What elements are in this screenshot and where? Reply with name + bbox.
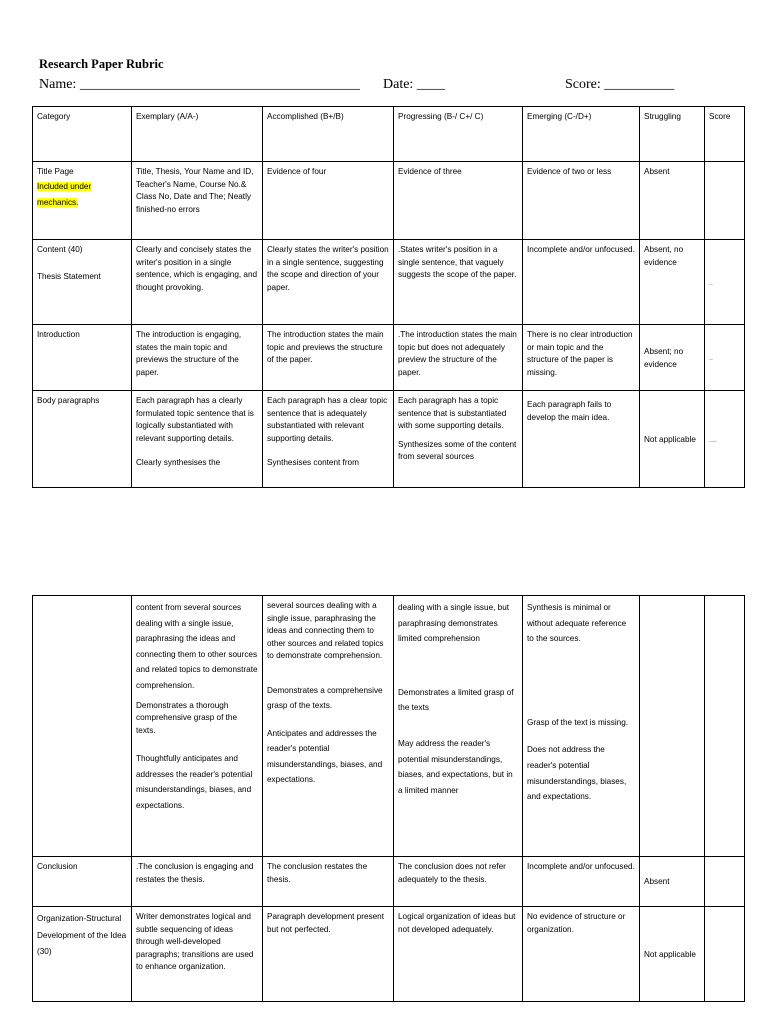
category-content: [33, 240, 132, 325]
column-header-struggling: Struggling: [640, 107, 705, 162]
cell-score[interactable]: [705, 391, 745, 488]
category-note: [37, 179, 127, 211]
cell-score[interactable]: [705, 907, 745, 1002]
cell-struggling: Absent; no evidence: [640, 325, 705, 391]
score-placeholder: ..: [709, 355, 713, 363]
document-title: Research Paper Rubric: [39, 57, 164, 71]
cell-text: content from several sources dealing with a single issue, paraphrasing the ideas and connecting them to other sources and related topics to demonstrate comprehension.: [136, 603, 258, 690]
cell-text: Synthesizes some of the content from several sources: [398, 439, 517, 461]
cell-struggling: [640, 596, 705, 857]
cell-exemplary: [132, 391, 263, 488]
cell-struggling: Absent, no evidence: [640, 240, 705, 325]
cell-progressing: Evidence of three: [394, 162, 523, 240]
cell-text: May address the reader's potential misunderstandings, biases, and expectations, but in a limited manner: [398, 738, 513, 795]
cell-accomplished: Evidence of four: [263, 162, 394, 240]
category-conclusion: Conclusion: [33, 857, 132, 907]
column-header-exemplary: Exemplary (A/A-): [132, 107, 263, 162]
cell-exemplary: Writer demonstrates logical and subtle sequencing of ideas through well-developed paragraphs; transitions are used to enhance organization.: [132, 907, 263, 1002]
cell-text: several sources dealing with a single issue, paraphrasing the ideas and connecting them to other sources and related topics to demonstrate comprehension.: [267, 601, 384, 660]
cell-text: Demonstrates a limited grasp of the texts: [398, 687, 514, 713]
score-placeholder: ..: [709, 279, 713, 287]
cell-accomplished: Paragraph development present but not perfected.: [263, 907, 394, 1002]
cell-progressing: .The introduction states the main topic but does not adequately preview the structure of the paper.: [394, 325, 523, 391]
cell-progressing: The conclusion does not refer adequately to the thesis.: [394, 857, 523, 907]
table-row-body-continued: [33, 596, 745, 857]
header-fields: [39, 77, 739, 97]
cell-score[interactable]: [705, 162, 745, 240]
category-body-paragraphs: Body paragraphs: [33, 391, 132, 488]
cell-progressing: [394, 391, 523, 488]
category-title-page: [33, 162, 132, 240]
table-row-conclusion: [33, 857, 745, 907]
cell-text: Each paragraph fails to develop the main idea.: [527, 400, 612, 422]
cell-score[interactable]: [705, 325, 745, 391]
cell-progressing: .States writer's position in a single sentence, that vaguely suggests the scope of the paper.: [394, 240, 523, 325]
cell-text: Each paragraph has a clearly formulated topic sentence that is logically substantiated with relevant supporting details.: [136, 396, 254, 443]
column-header-progressing: Progressing (B-/ C+/ C): [394, 107, 523, 162]
cell-text: Not applicable: [644, 434, 696, 444]
cell-text: Synthesis is minimal or without adequate reference to the sources.: [527, 603, 627, 644]
score-field[interactable]: Score: __________: [565, 77, 675, 92]
cell-text: Anticipates and addresses the reader's potential misunderstandings, biases, and expectations.: [267, 728, 383, 785]
cell-emerging: There is no clear introduction or main topic and the structure of the paper is missing.: [523, 325, 640, 391]
cell-struggling: Absent: [640, 162, 705, 240]
cell-accomplished: The conclusion restates the thesis.: [263, 857, 394, 907]
cell-struggling: Absent: [640, 857, 705, 907]
cell-text: dealing with a single issue, but paraphrasing demonstrates limited comprehension: [398, 603, 510, 644]
table-row-title-page: [33, 162, 745, 240]
cell-emerging: Incomplete and/or unfocused.: [523, 240, 640, 325]
cell-text: Grasp of the text is missing.: [527, 717, 629, 727]
cell-exemplary: [132, 596, 263, 857]
cell-text: Demonstrates a thorough comprehensive grasp of the texts.: [136, 700, 238, 735]
table-header-row: [33, 107, 745, 162]
category-introduction: Introduction: [33, 325, 132, 391]
date-field[interactable]: Date: ____: [383, 77, 445, 92]
cell-text: Demonstrates a comprehensive grasp of the texts.: [267, 685, 383, 711]
cell-accomplished: [263, 391, 394, 488]
name-field[interactable]: Name: ________________________________________: [39, 77, 360, 92]
cell-progressing: Logical organization of ideas but not developed adequately.: [394, 907, 523, 1002]
table-row-content: [33, 240, 745, 325]
cell-text: Each paragraph has a topic sentence that is substantiated with some supporting details.: [398, 396, 507, 430]
highlighted-note: Included under mechanics.: [37, 181, 92, 207]
cell-emerging: Incomplete and/or unfocused.: [523, 857, 640, 907]
column-header-accomplished: Accomplished (B+/B): [263, 107, 394, 162]
cell-text: Synthesises content from: [267, 458, 359, 467]
category-organization: Organization-Structural Development of the Idea (30): [33, 907, 132, 1002]
cell-accomplished: [263, 596, 394, 857]
cell-text: Thoughtfully anticipates and addresses the reader's potential misunderstandings, biases, and expectations.: [136, 754, 253, 810]
cell-struggling: Not applicable: [640, 907, 705, 1002]
cell-accomplished: The introduction states the main topic and previews the structure of the paper.: [263, 325, 394, 391]
cell-emerging: Evidence of two or less: [523, 162, 640, 240]
cell-exemplary: Clearly and concisely states the writer's position in a single sentence, which is engaging, and thought provoking.: [132, 240, 263, 325]
cell-text: Does not address the reader's potential misunderstandings, biases, and expectations.: [527, 745, 627, 802]
cell-emerging: No evidence of structure or organization.: [523, 907, 640, 1002]
rubric-table-page2: [32, 595, 745, 1002]
cell-exemplary: .The conclusion is engaging and restates the thesis.: [132, 857, 263, 907]
category-empty: [33, 596, 132, 857]
cell-text: Each paragraph has a clear topic sentence that is adequately substantiated with relevant supporting details.: [267, 396, 388, 443]
table-row-introduction: [33, 325, 745, 391]
cell-progressing: [394, 596, 523, 857]
cell-emerging: [523, 596, 640, 857]
category-label: Content (40): [37, 245, 83, 254]
cell-struggling: [640, 391, 705, 488]
cell-exemplary: Title, Thesis, Your Name and ID, Teacher's Name, Course No.& Class No, Date and The; Neatly finished-no errors: [132, 162, 263, 240]
cell-accomplished: Clearly states the writer's position in a single sentence, suggesting the scope and direction of your paper.: [263, 240, 394, 325]
category-label: Title Page: [37, 167, 74, 176]
cell-text: Clearly synthesises the: [136, 458, 221, 467]
category-sublabel: Thesis Statement: [37, 271, 101, 281]
score-placeholder: ....: [709, 436, 717, 444]
column-header-score: Score: [705, 107, 745, 162]
cell-score[interactable]: [705, 596, 745, 857]
cell-emerging: [523, 391, 640, 488]
cell-score[interactable]: [705, 857, 745, 907]
table-row-organization: [33, 907, 745, 1002]
rubric-table-page1: [32, 106, 745, 488]
table-row-body-paragraphs: [33, 391, 745, 488]
column-header-emerging: Emerging (C-/D+): [523, 107, 640, 162]
cell-exemplary: The introduction is engaging, states the main topic and previews the structure of the paper.: [132, 325, 263, 391]
column-header-category: Category: [33, 107, 132, 162]
cell-score[interactable]: [705, 240, 745, 325]
